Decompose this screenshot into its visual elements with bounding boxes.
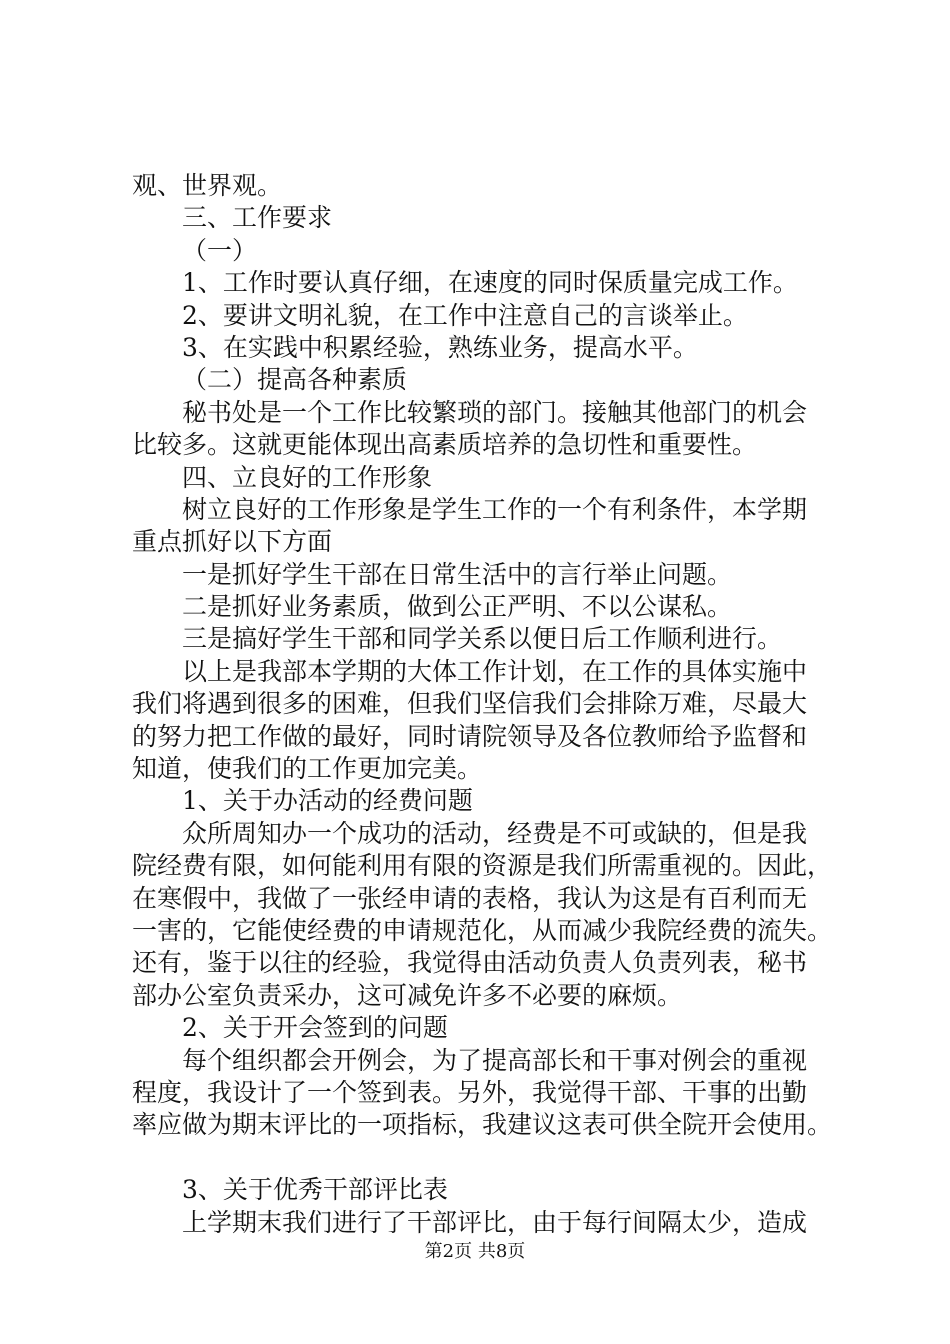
paragraph-line: 部办公室负责采办，这可减免许多不必要的麻烦。 <box>132 980 683 1010</box>
subsection-heading: （二）提高各种素质 <box>182 365 408 395</box>
text-line: 观、世界观。 <box>132 171 283 200</box>
paragraph-line: 程度，我设计了一个签到表。另外，我觉得干部、干事的出勤 <box>132 1077 808 1107</box>
list-item: 3、在实践中积累经验，熟练业务，提高水平。 <box>182 332 698 362</box>
subsection-heading: 3、关于优秀干部评比表 <box>182 1175 448 1205</box>
subsection-heading: 1、关于办活动的经费问题 <box>182 786 473 816</box>
paragraph-line: 每个组织都会开例会，为了提高部长和干事对例会的重视 <box>182 1045 808 1075</box>
paragraph-line: 还有，鉴于以往的经验，我觉得由活动负责人负责列表，秘书 <box>132 948 808 978</box>
document-body <box>132 170 844 1239</box>
paragraph-line: 秘书处是一个工作比较繁琐的部门。接触其他部门的机会 <box>182 397 808 427</box>
paragraph-line: 众所周知办一个成功的活动，经费是不可或缺的，但是我 <box>182 818 808 848</box>
subsection-heading: 2、关于开会签到的问题 <box>182 1013 448 1043</box>
paragraph-line: 我们将遇到很多的困难，但我们坚信我们会排除万难，尽最大 <box>132 689 808 719</box>
page-footer: 第2页 共8页 <box>424 1241 526 1262</box>
paragraph-line: 二是抓好业务素质，做到公正严明、不以公谋私。 <box>182 592 733 622</box>
paragraph-line: 上学期末我们进行了干部评比，由于每行间隔太少，造成 <box>182 1207 808 1237</box>
paragraph-line: 院经费有限，如何能利用有限的资源是我们所需重视的。因此， <box>132 851 833 881</box>
paragraph-line: 以上是我部本学期的大体工作计划，在工作的具体实施中 <box>182 656 808 686</box>
paragraph-line: 在寒假中，我做了一张经申请的表格，我认为这是有百利而无 <box>132 883 808 913</box>
paragraph-line: 的努力把工作做的最好，同时请院领导及各位教师给予监督和 <box>132 721 808 751</box>
paragraph-line: 知道，使我们的工作更加完美。 <box>132 754 483 784</box>
section-heading: 三、工作要求 <box>182 203 333 233</box>
subsection-heading: （一） <box>182 235 258 265</box>
paragraph-line: 三是搞好学生干部和同学关系以便日后工作顺利进行。 <box>182 624 783 654</box>
paragraph-line: 一是抓好学生干部在日常生活中的言行举止问题。 <box>182 559 733 589</box>
paragraph-line: 一害的，它能使经费的申请规范化，从而减少我院经费的流失。 <box>132 915 833 945</box>
paragraph-line: 树立良好的工作形象是学生工作的一个有利条件，本学期 <box>182 494 808 524</box>
paragraph-spacer <box>132 1142 844 1174</box>
paragraph-line: 比较多。这就更能体现出高素质培养的急切性和重要性。 <box>132 430 758 460</box>
section-heading: 四、立良好的工作形象 <box>182 462 433 492</box>
list-item: 1、工作时要认真仔细，在速度的同时保质量完成工作。 <box>182 268 798 298</box>
paragraph-line: 率应做为期末评比的一项指标，我建议这表可供全院开会使用。 <box>132 1110 833 1140</box>
list-item: 2、要讲文明礼貌，在工作中注意自己的言谈举止。 <box>182 300 748 330</box>
paragraph-line: 重点抓好以下方面 <box>132 527 333 557</box>
